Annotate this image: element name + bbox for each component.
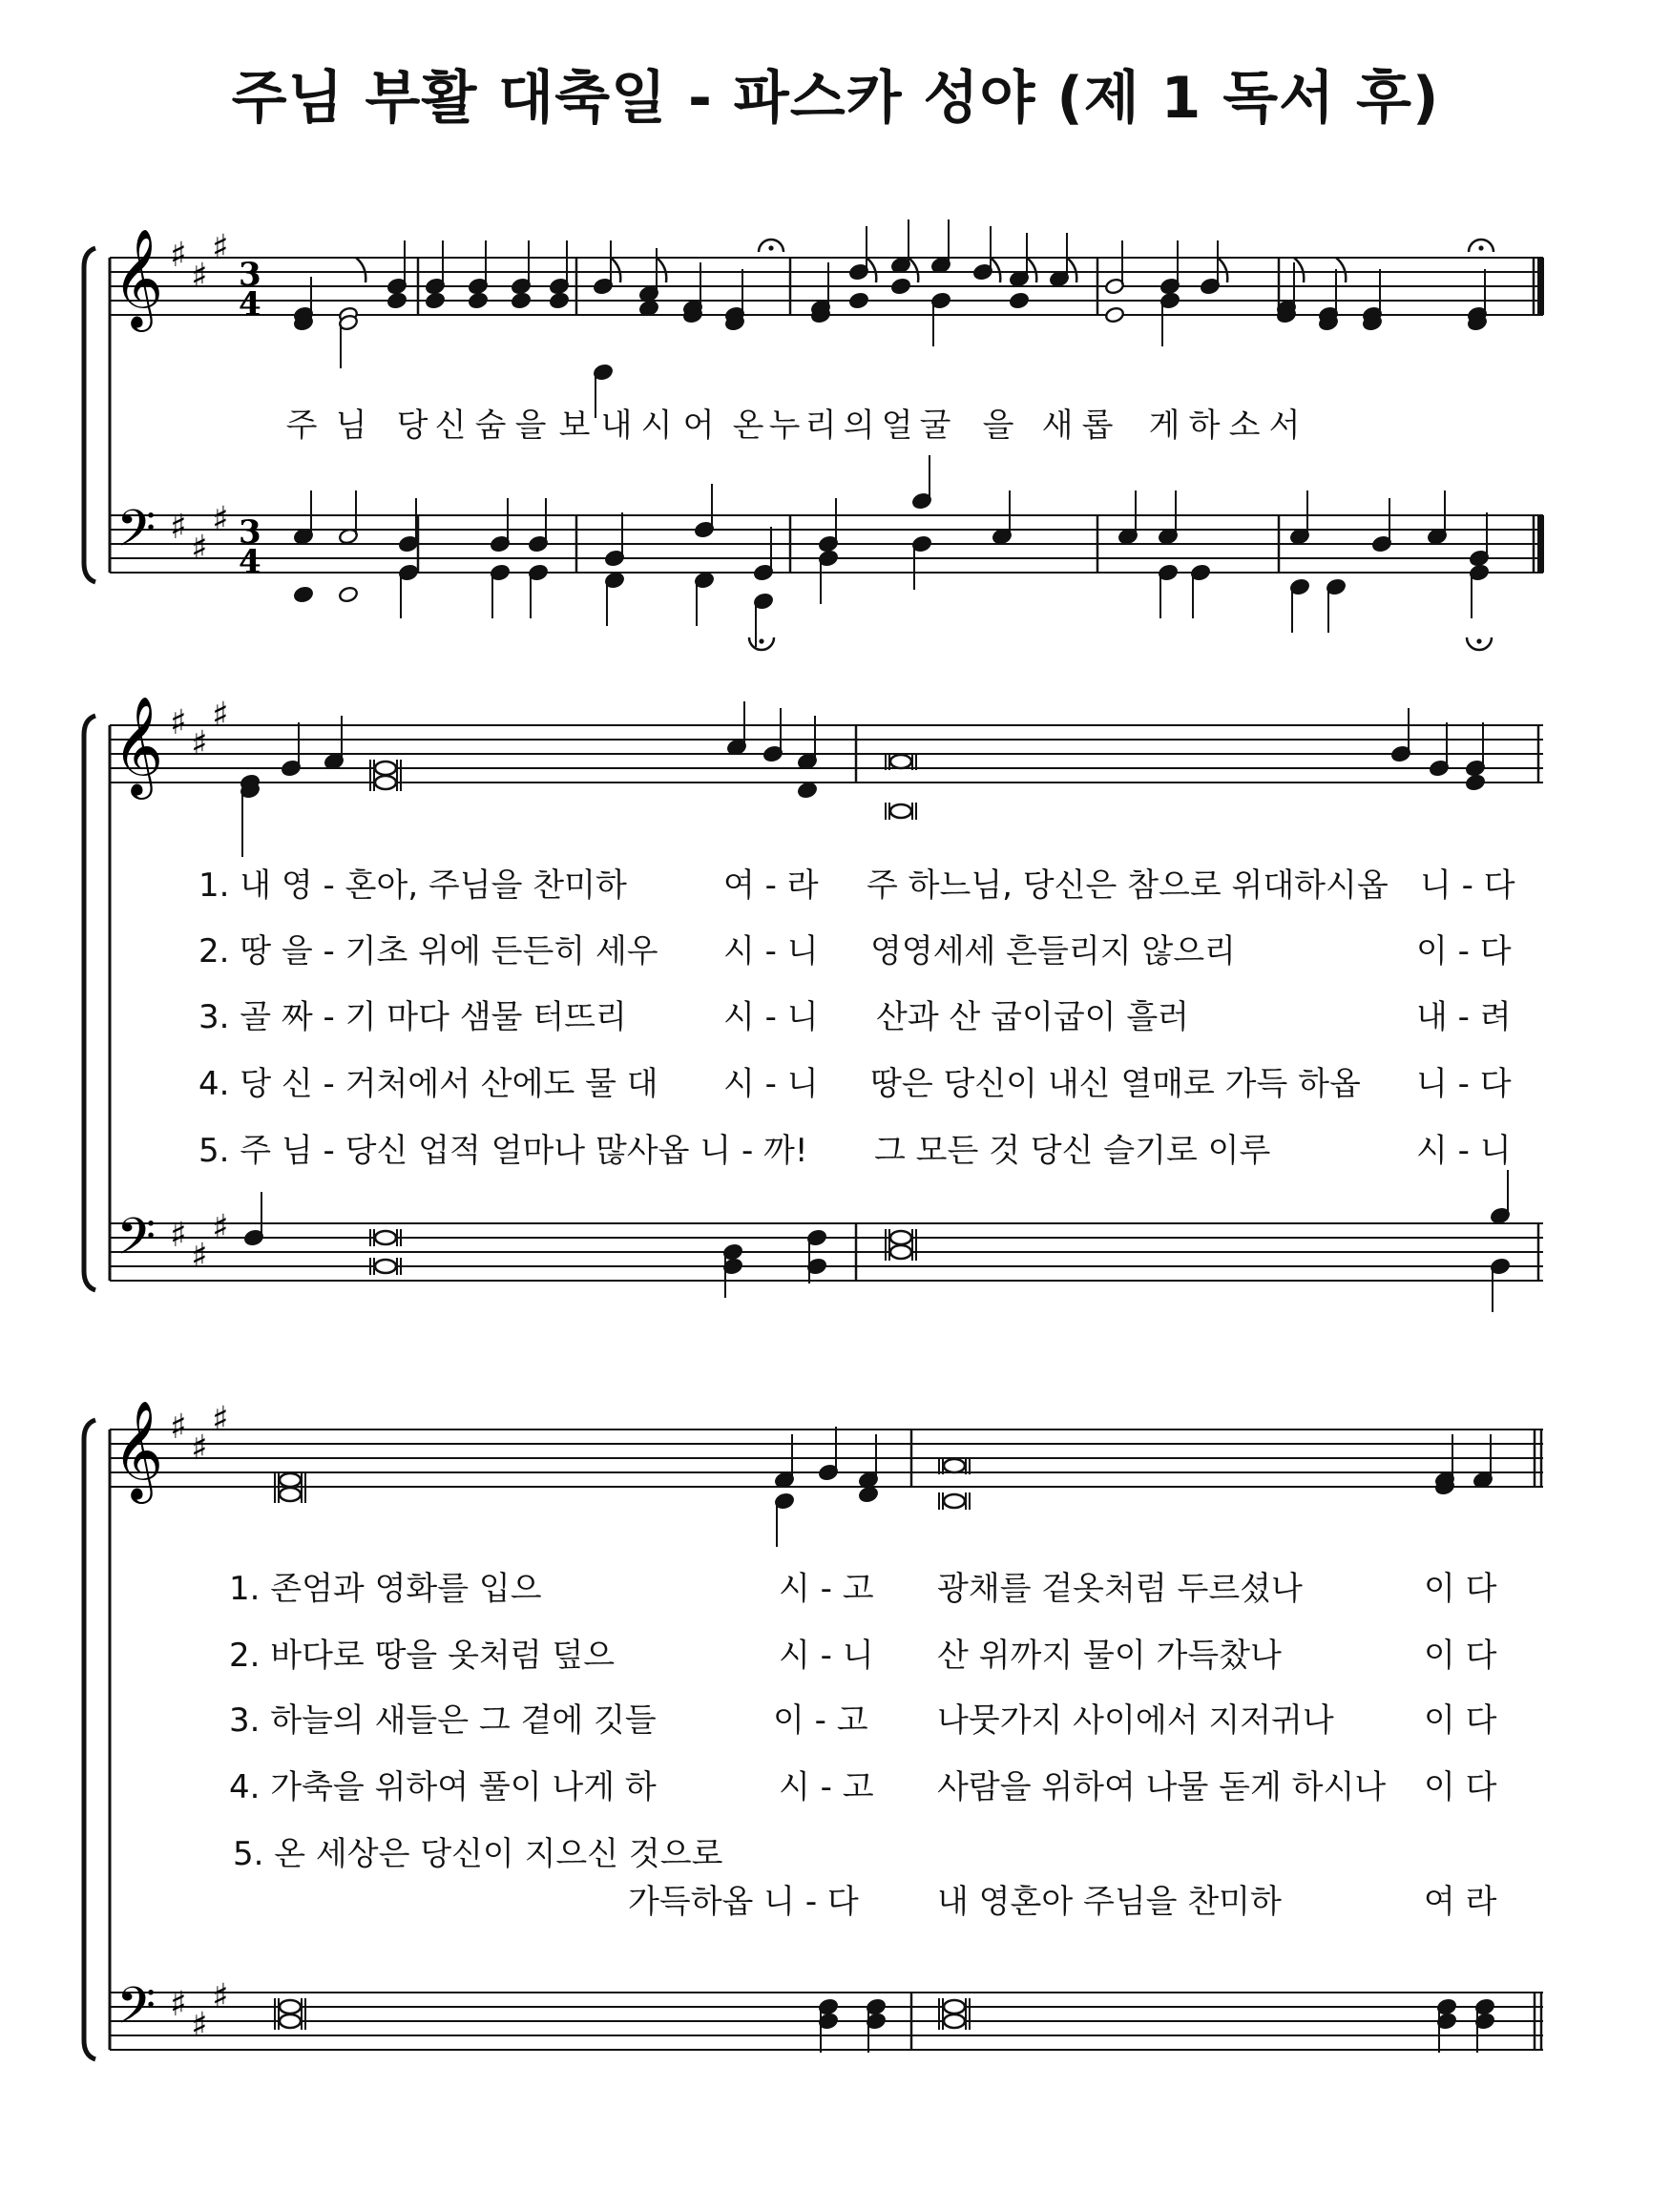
refrain-syllable: 내 — [600, 407, 633, 445]
system-bracket — [84, 1420, 95, 2059]
treble-clef-icon: 𝄞 — [113, 228, 164, 328]
s3-verse-5-part-b: 가득하옵 니 - 다 — [628, 1883, 859, 1921]
final-barline — [1537, 515, 1544, 573]
note-head — [425, 292, 445, 309]
note-head — [858, 1486, 878, 1503]
s3-verse-1-part-d: 이 다 — [1424, 1570, 1497, 1608]
time-signature-denominator: 4 — [239, 285, 261, 323]
breve-head — [280, 1473, 301, 1487]
refrain-lyrics — [0, 399, 1671, 445]
note-flag — [1336, 258, 1346, 282]
breve-head — [890, 804, 911, 818]
refrain-syllable: 누 — [768, 407, 801, 445]
treble-clef-icon: 𝄞 — [113, 1400, 164, 1500]
breve-head — [944, 1494, 965, 1508]
breve-head — [280, 1488, 301, 1501]
refrain-syllable: 하 — [1188, 407, 1221, 445]
refrain-syllable: 얼 — [881, 407, 913, 445]
verse-1-part-b: 여 - 라 — [723, 866, 819, 905]
sharp-icon: ♯ — [170, 1216, 187, 1255]
s3-verse-4-part-b: 시 - 고 — [779, 1768, 874, 1806]
s3-verse-5-part-d: 여 라 — [1424, 1883, 1497, 1921]
sharp-icon: ♯ — [170, 1408, 187, 1447]
fermata-dot — [1476, 638, 1481, 643]
s3-verse-1-part-c: 광채를 겉옷처럼 두르셨나 — [937, 1570, 1303, 1608]
refrain-syllable: 을 — [514, 407, 547, 445]
verse-4-part-b: 시 - 니 — [723, 1065, 819, 1103]
treble-clef-icon: 𝄞 — [113, 696, 164, 796]
note-head — [549, 292, 569, 309]
page-title: 주님 부활 대축일 - 파스카 성야 (제 1 독서 후) — [231, 65, 1440, 132]
refrain-syllable: 소 — [1228, 407, 1261, 445]
sharp-icon: ♯ — [191, 1237, 208, 1276]
bass-clef-icon: 𝄢 — [116, 500, 157, 571]
sharp-icon: ♯ — [170, 508, 187, 547]
note-flag — [611, 258, 620, 282]
refrain-syllable: 주 — [285, 407, 318, 445]
refrain-syllable: 롭 — [1081, 407, 1114, 445]
verse-3-part-c: 산과 산 굽이굽이 흘러 — [876, 998, 1190, 1036]
verse-3-part-a: 3. 골 짜 - 기 마다 샘물 터뜨리 — [198, 998, 627, 1036]
sharp-icon: ♯ — [212, 500, 229, 539]
verse-4-part-c: 땅은 당신이 내신 열매로 가득 하옵 — [870, 1065, 1361, 1103]
s3-verse-3-part-d: 이 다 — [1424, 1701, 1497, 1740]
breve-head — [890, 1231, 911, 1244]
refrain-syllable: 을 — [982, 407, 1014, 445]
sharp-icon: ♯ — [191, 257, 208, 296]
s3-verse-2-part-a: 2. 바다로 땅을 옷처럼 덮으 — [229, 1637, 616, 1675]
refrain-syllable: 어 — [682, 407, 715, 445]
sharp-icon: ♯ — [191, 2006, 208, 2045]
fermata-dot — [759, 638, 763, 643]
s3-verse-4-part-c: 사람을 위하여 나물 돋게 하시나 — [937, 1768, 1387, 1806]
note-flag — [356, 258, 366, 282]
note-head — [293, 586, 313, 603]
s3-verse-1-part-a: 1. 존엄과 영화를 입으 — [229, 1570, 542, 1608]
refrain-syllable: 보 — [558, 407, 591, 445]
fermata-dot — [1478, 245, 1483, 250]
sharp-icon: ♯ — [191, 1429, 208, 1468]
bass-clef-icon: 𝄢 — [116, 1208, 157, 1279]
refrain-syllable: 리 — [804, 407, 837, 445]
note-head — [1009, 292, 1029, 309]
time-signature-numerator: 3 — [239, 513, 261, 552]
note-flag — [1218, 258, 1227, 282]
refrain-syllable: 숨 — [474, 407, 507, 445]
fermata-dot — [768, 245, 773, 250]
refrain-syllable: 시 — [640, 407, 673, 445]
s3-verse-3-part-b: 이 - 고 — [773, 1701, 868, 1740]
verse-2-part-b: 시 - 니 — [723, 932, 819, 970]
verse-1-part-c: 주 하느님, 당신은 참으로 위대하시옵 — [867, 866, 1389, 905]
sharp-icon: ♯ — [170, 1985, 187, 2024]
note-head — [511, 292, 531, 309]
sharp-icon: ♯ — [212, 228, 229, 267]
refrain-syllable: 굴 — [919, 407, 951, 445]
note-head — [797, 782, 817, 799]
breve-head — [890, 1245, 911, 1259]
time-signature-denominator: 4 — [239, 543, 261, 581]
s3-verse-3-part-a: 3. 하늘의 새들은 그 곁에 깃들 — [229, 1701, 657, 1740]
verse-2-part-c: 영영세세 흔들리지 않으리 — [870, 932, 1236, 970]
verse-2-part-a: 2. 땅 을 - 기초 위에 든든히 세우 — [198, 932, 658, 970]
verse-1-part-d: 니 - 다 — [1420, 866, 1515, 905]
verse-4-part-a: 4. 당 신 - 거처에서 산에도 물 대 — [198, 1065, 658, 1103]
sharp-icon: ♯ — [212, 696, 229, 735]
refrain-syllable: 새 — [1041, 407, 1074, 445]
s3-verse-4-part-a: 4. 가축을 위하여 풀이 나게 하 — [229, 1768, 657, 1806]
s3-verse-2-part-b: 시 - 니 — [779, 1637, 874, 1675]
note-head — [386, 292, 407, 309]
refrain-syllable: 당 — [396, 407, 428, 445]
refrain-syllable: 신 — [434, 407, 467, 445]
note-head — [468, 292, 488, 309]
refrain-syllable: 서 — [1268, 407, 1301, 445]
sharp-icon: ♯ — [212, 1208, 229, 1247]
breve-head — [375, 1231, 396, 1244]
note-head — [1465, 774, 1485, 791]
breve-head — [375, 762, 396, 775]
verse-1-part-a: 1. 내 영 - 혼아, 주님을 찬미하 — [198, 866, 627, 905]
final-barline — [1537, 258, 1544, 315]
breve-head — [280, 2014, 301, 2028]
verse-2-part-d: 이 - 다 — [1416, 932, 1512, 970]
s3-verse-5-line-1: 5. 온 세상은 당신이 지으신 것으로 — [233, 1835, 723, 1873]
s3-verse-2-part-d: 이 다 — [1424, 1637, 1497, 1675]
breve-head — [280, 2000, 301, 2014]
s3-verse-1-part-b: 시 - 고 — [779, 1570, 874, 1608]
note-head — [338, 586, 358, 603]
time-signature-numerator: 3 — [239, 256, 261, 294]
verse-3-part-b: 시 - 니 — [723, 998, 819, 1036]
breve-head — [944, 2000, 965, 2014]
s3-verse-5-part-c: 내 영혼아 주님을 찬미하 — [937, 1883, 1282, 1921]
breve-head — [375, 776, 396, 789]
breve-head — [944, 2014, 965, 2028]
s3-verse-3-part-c: 나뭇가지 사이에서 지저귀나 — [937, 1701, 1334, 1740]
verse-5-part-d: 시 - 니 — [1416, 1132, 1512, 1170]
refrain-syllable: 게 — [1148, 407, 1180, 445]
verse-3-part-d: 내 - 려 — [1416, 998, 1512, 1036]
s3-verse-4-part-d: 이 다 — [1424, 1768, 1497, 1806]
refrain-syllable: 님 — [335, 407, 367, 445]
sharp-icon: ♯ — [212, 1400, 229, 1439]
refrain-syllable: 온 — [732, 407, 764, 445]
bass-clef-icon: 𝄢 — [116, 1977, 157, 2048]
note-head — [848, 292, 868, 309]
s3-verse-2-part-c: 산 위까지 물이 가득찼나 — [937, 1637, 1282, 1675]
breve-head — [944, 1459, 965, 1472]
refrain-syllable: 의 — [843, 407, 875, 445]
note-flag — [909, 258, 918, 282]
note-flag — [657, 258, 666, 282]
breve-head — [375, 1260, 396, 1273]
breve-head — [890, 755, 911, 768]
verse-4-part-d: 니 - 다 — [1416, 1065, 1512, 1103]
note-head — [1104, 306, 1124, 323]
sharp-icon: ♯ — [191, 724, 208, 763]
note-flag — [1294, 258, 1304, 282]
sharp-icon: ♯ — [170, 703, 187, 742]
verse-5-part-a: 5. 주 님 - 당신 업적 얼마나 많사옵 니 - 까! — [198, 1132, 808, 1170]
note-head — [890, 278, 910, 295]
sharp-icon: ♯ — [170, 236, 187, 275]
system-bracket — [84, 716, 95, 1290]
sharp-icon: ♯ — [212, 1977, 229, 2016]
verse-5-part-c: 그 모든 것 당신 슬기로 이루 — [874, 1132, 1271, 1170]
sharp-icon: ♯ — [191, 529, 208, 568]
